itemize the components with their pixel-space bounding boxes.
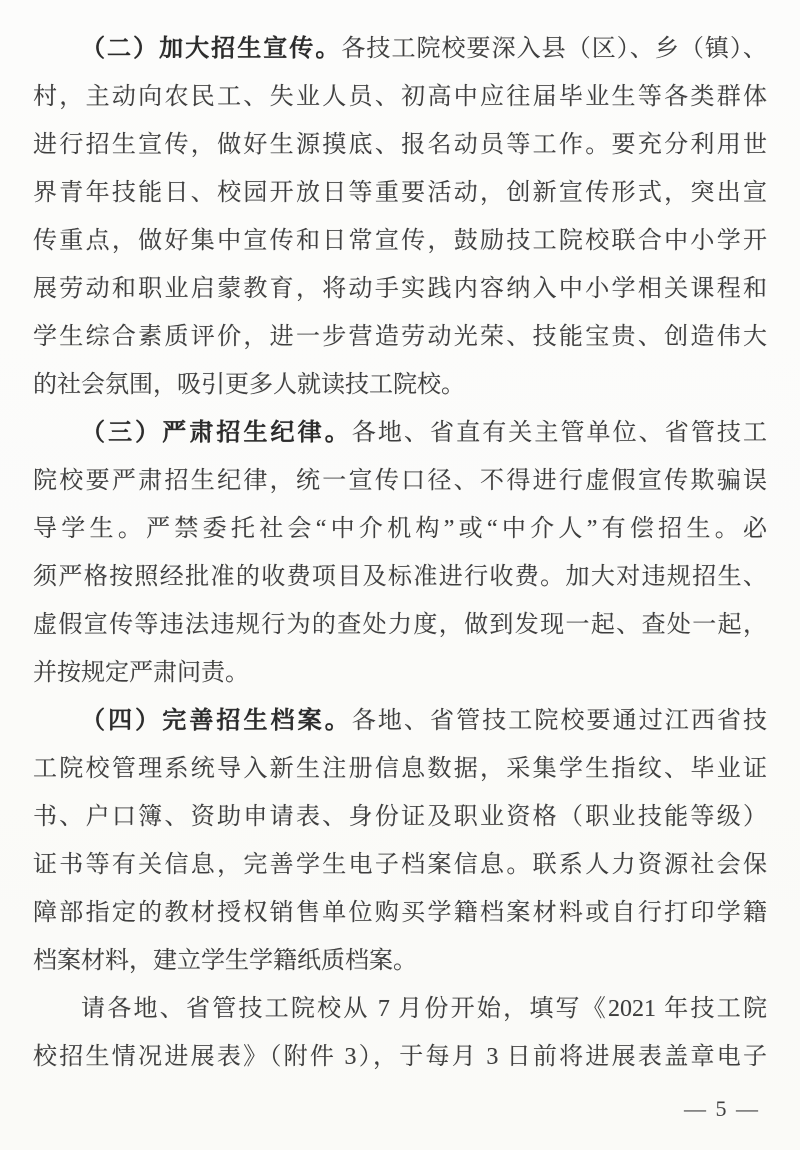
line-text: 档案材料，建立学生学籍纸质档案。 [33, 948, 417, 974]
text-line [33, 937, 767, 985]
paragraph-heading: （四）完善招生档案。 [81, 708, 352, 734]
line-text: 各地、省管技工院校要通过江西省技 [351, 708, 767, 734]
line-text: 进行招生宣传，做好生源摸底、报名动员等工作。要充分利用世 [33, 132, 767, 158]
line-text: 工院校管理系统导入新生注册信息数据，采集学生指纹、毕业证 [33, 756, 767, 782]
text-line [33, 985, 767, 1033]
line-text: 虚假宣传等违法违规行为的查处力度，做到发现一起、查处一起， [33, 612, 767, 638]
text-line [33, 793, 767, 841]
line-text: 导学生。严禁委托社会“中介机构”或“中介人”有偿招生。必 [33, 516, 767, 542]
text-line [33, 409, 767, 457]
text-line [33, 265, 767, 313]
text-line [33, 601, 767, 649]
line-text: 学生综合素质评价，进一步营造劳动光荣、技能宝贵、创造伟大 [33, 324, 767, 350]
line-text: 并按规定严肃问责。 [33, 660, 249, 686]
text-line [33, 457, 767, 505]
text-line [33, 505, 767, 553]
text-line [33, 745, 767, 793]
line-text: 界青年技能日、校园开放日等重要活动，创新宣传形式，突出宣 [33, 180, 767, 206]
text-line [33, 1033, 767, 1081]
text-line [33, 889, 767, 937]
text-line [33, 121, 767, 169]
text-line [33, 217, 767, 265]
page-number: — 5 — [684, 1096, 760, 1121]
line-text: 展劳动和职业启蒙教育，将动手实践内容纳入中小学相关课程和 [33, 276, 767, 302]
paragraph-heading: （三）严肃招生纪律。 [81, 420, 352, 446]
paragraph-heading: （二）加大招生宣传。 [81, 36, 342, 62]
text-line [33, 697, 767, 745]
text-line [33, 169, 767, 217]
line-text: 院校要严肃招生纪律，统一宣传口径、不得进行虚假宣传欺骗误 [33, 468, 767, 494]
line-text: 须严格按照经批准的收费项目及标准进行收费。加大对违规招生、 [33, 564, 767, 590]
line-text: 请各地、省管技工院校从 7 月份开始，填写《2021 年技工院 [81, 996, 767, 1022]
line-text: 校招生情况进展表》（附件 3），于每月 3 日前将进展表盖章电子 [33, 1044, 767, 1070]
line-text: 障部指定的教材授权销售单位购买学籍档案材料或自行打印学籍 [33, 900, 767, 926]
text-line [33, 25, 767, 73]
line-text: 的社会氛围，吸引更多人就读技工院校。 [33, 372, 465, 398]
text-line [33, 73, 767, 121]
text-line [33, 361, 767, 409]
text-line [33, 649, 767, 697]
line-text: 村，主动向农民工、失业人员、初高中应往届毕业生等各类群体 [33, 84, 767, 110]
line-text: 证书等有关信息，完善学生电子档案信息。联系人力资源社会保 [33, 852, 767, 878]
text-line [33, 313, 767, 361]
line-text: 各地、省直有关主管单位、省管技工 [351, 420, 767, 446]
line-text: 各技工院校要深入县（区）、乡（镇）、 [341, 36, 767, 62]
line-text: 传重点，做好集中宣传和日常宣传，鼓励技工院校联合中小学开 [33, 228, 767, 254]
text-line [33, 841, 767, 889]
line-text: 书、户口簿、资助申请表、身份证及职业资格（职业技能等级） [33, 804, 767, 830]
text-line [33, 553, 767, 601]
